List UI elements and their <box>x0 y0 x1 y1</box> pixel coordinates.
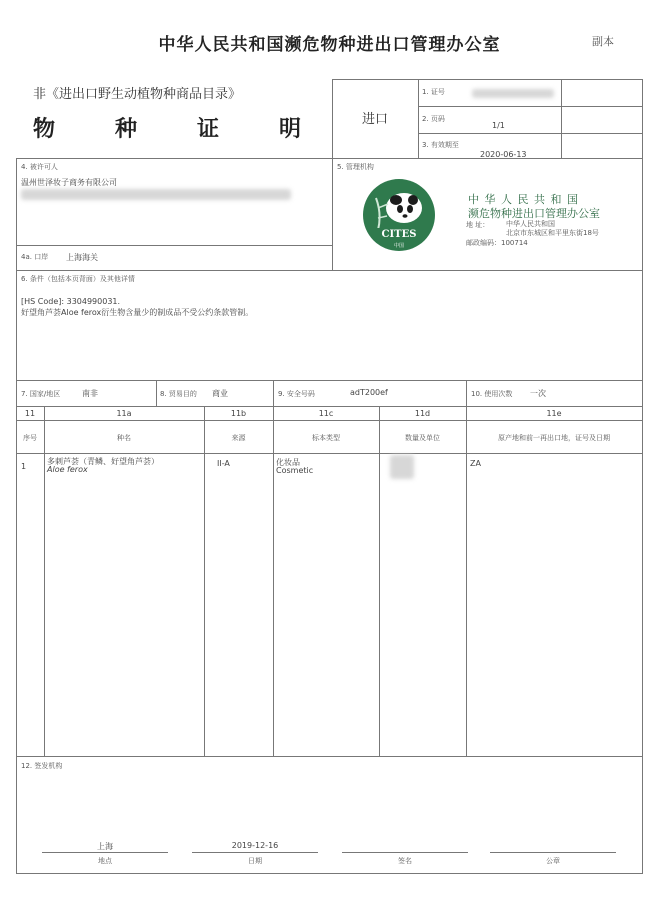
specimen-type-en: Cosmetic <box>276 466 314 475</box>
cites-logo <box>362 178 436 252</box>
redacted-permittee-address <box>21 189 291 200</box>
cites-logo-sub: 中国 <box>393 243 405 249</box>
date-label: 日期 <box>248 857 262 865</box>
office-title: 中华人民共和国濒危物种进出口管理办公室 <box>158 35 501 55</box>
col-header: 来源 <box>231 434 246 442</box>
usage-count-value: 一次 <box>530 389 546 398</box>
permittee-label: 4. 被许可人 <box>21 163 58 171</box>
col-header: 数量及单位 <box>405 434 440 442</box>
authority-name-line2: 濒危物种进出口管理办公室 <box>468 207 600 220</box>
species-latin-name: Aloe ferox <box>47 465 88 474</box>
col-code: 11c <box>318 409 334 418</box>
redacted-certificate-number <box>472 89 554 98</box>
security-number-label: 9. 安全号码 <box>278 390 315 398</box>
authority-postcode: 邮政编码：100714 <box>466 239 528 247</box>
col-header: 标本类型 <box>312 434 340 442</box>
authority-name-line1: 中 华 人 民 共 和 国 <box>468 193 579 206</box>
permittee-value: 温州世泽妆子商务有限公司 <box>21 178 117 187</box>
copy-label: 副本 <box>592 35 614 48</box>
date-value: 2019-12-16 <box>231 841 279 850</box>
origin-code: ZA <box>470 459 481 468</box>
conditions-label: 6. 条件（包括本页背面）及其他详情 <box>21 275 135 283</box>
certificate-title-char: 明 <box>278 116 301 142</box>
redacted-quantity <box>390 455 414 479</box>
authority-address-line2: 北京市东城区和平里东街18号 <box>506 229 599 237</box>
trade-purpose-label: 8. 贸易目的 <box>160 390 197 398</box>
authority-address-line1: 中华人民共和国 <box>506 220 555 228</box>
seal-label: 公章 <box>546 857 560 865</box>
place-label: 地点 <box>98 857 112 865</box>
import-label: 进口 <box>361 112 388 127</box>
page-number-value: 1/1 <box>492 121 505 130</box>
country-label: 7. 国家/地区 <box>21 390 61 398</box>
signature-label: 签名 <box>398 857 412 865</box>
col-code: 11a <box>116 409 132 418</box>
country-value: 南非 <box>82 389 98 398</box>
authority-address-label: 地 址： <box>466 221 490 229</box>
certificate-title-char: 证 <box>196 116 219 142</box>
trade-purpose-value: 商业 <box>212 389 228 398</box>
port-value: 上海海关 <box>66 253 98 262</box>
col-header: 原产地和前一再出口地，证号及日期 <box>498 434 610 442</box>
non-list-title: 非《进出口野生动植物种商品目录》 <box>33 87 242 102</box>
source-code: II-A <box>217 459 230 468</box>
page-number-label: 2. 页码 <box>422 115 445 123</box>
issuing-authority-label: 12. 签发机构 <box>21 762 63 770</box>
certificate-title-char: 物 <box>33 116 56 142</box>
row-number: 1 <box>21 462 27 471</box>
certificate-title <box>33 112 301 143</box>
certificate-number-label: 1. 证号 <box>422 88 445 96</box>
species-chinese-name: 多刺芦荟（青鳞、好望角芦荟） <box>47 457 159 466</box>
col-header: 序号 <box>23 434 37 442</box>
valid-until-value: 2020-06-13 <box>480 150 527 159</box>
col-code: 11d <box>414 409 431 418</box>
col-code: 11b <box>230 409 247 418</box>
port-label: 4a. 口岸 <box>21 253 49 261</box>
usage-count-label: 10. 使用次数 <box>471 390 513 398</box>
conditions-line2: 好望角芦荟Aloe ferox衍生物含量少的制成品不受公约条款管制。 <box>21 308 254 317</box>
col-code: 11 <box>24 409 36 418</box>
security-number-value: adT200ef <box>350 388 388 397</box>
place-value: 上海 <box>97 842 113 851</box>
cites-logo-text: CITES <box>381 229 417 240</box>
specimen-type-cn: 化妆品 <box>276 458 300 467</box>
col-code: 11e <box>546 409 562 418</box>
valid-until-label: 3. 有效期至 <box>422 141 459 149</box>
col-header: 种名 <box>117 434 131 442</box>
authority-label: 5. 管理机构 <box>337 163 374 171</box>
conditions-line1: [HS Code]: 3304990031. <box>21 297 121 306</box>
certificate-title-char: 种 <box>114 116 137 142</box>
